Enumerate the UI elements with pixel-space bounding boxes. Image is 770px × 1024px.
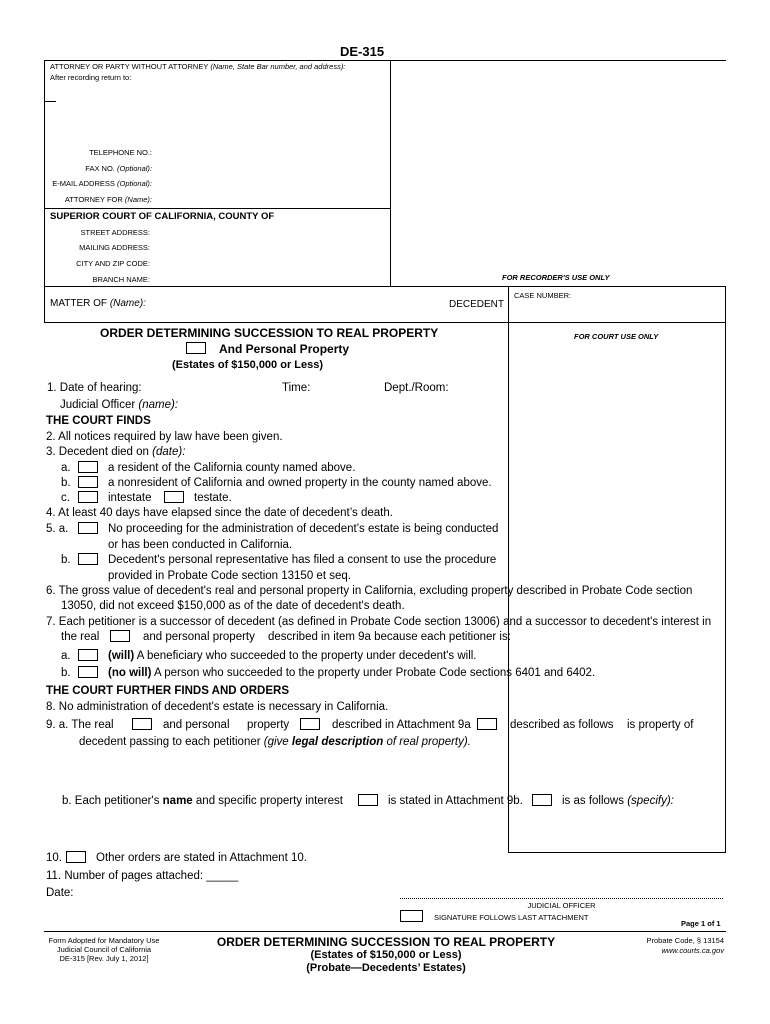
signature-line [400,898,723,899]
item-6-line1: 6. The gross value of decedent's real and personal property in California, excluding property described in Probate Code section [46,585,693,597]
item-7a: (will) A beneficiary who succeeded to the property under decedent's will. [108,650,477,662]
recorders-use-label: FOR RECORDER'S USE ONLY [502,273,610,282]
other-orders-checkbox[interactable] [66,851,86,863]
testate-label: testate. [194,492,232,504]
item-10: Other orders are stated in Attachment 10. [96,852,307,864]
item-9a-property: property [247,719,290,731]
matter-of-label: MATTER OF (Name): [50,298,146,309]
caption-left-line [44,60,45,323]
item-9a-is-property: is property of [627,719,694,731]
item-5b-line2: provided in Probate Code section 13150 et seq. [108,570,351,582]
branch-label: BRANCH NAME: [92,275,150,284]
court-finds-heading: THE COURT FINDS [46,415,151,427]
will-checkbox[interactable] [78,649,98,661]
caption-top-line [44,60,726,61]
dept-room-label: Dept./Room: [384,382,449,394]
item-2: 2. All notices required by law have been given. [46,431,283,443]
date-label: Date: [46,887,74,899]
consent-checkbox[interactable] [78,553,98,565]
order-estate-limit: (Estates of $150,000 or Less) [172,359,324,371]
judicial-officer-label: Judicial Officer (name): [60,399,179,411]
attorney-for-label: ATTORNEY FOR (Name): [64,195,152,204]
signature-follows-label: SIGNATURE FOLLOWS LAST ATTACHMENT [434,913,589,922]
caption-bottom-line [44,322,726,323]
item-7b: (no will) A person who succeeded to the property under Probate Code sections 6401 and 6402. [108,667,596,679]
tick-mark [44,101,56,102]
item-7-line1: 7. Each petitioner is a successor of decedent (as defined in Probate Code section 13006) and a successor to decedent's interest in [46,616,712,628]
judicial-officer-caption: JUDICIAL OFFICER [527,901,596,910]
item-3: 3. Decedent died on (date): [46,446,186,458]
court-use-left-line [508,286,509,852]
attachment-9a-checkbox[interactable] [477,718,497,730]
court-use-bottom-line [508,852,726,853]
decedent-label: DECEDENT [449,299,505,310]
nonresident-checkbox[interactable] [78,476,98,488]
item-9a-follows: described as follows [510,719,614,731]
court-use-label: FOR COURT USE ONLY [574,332,659,341]
personal-9a-checkbox[interactable] [300,718,320,730]
item-5b-line1: Decedent's personal representative has filed a consent to use the procedure [108,554,497,566]
signature-follows-checkbox[interactable] [400,910,423,922]
telephone-label: TELEPHONE NO.: [89,148,152,157]
mailing-label: MAILING ADDRESS: [79,243,150,252]
return-to-label: After recording return to: [50,73,132,82]
specify-9b-checkbox[interactable] [532,794,552,806]
email-label: E-MAIL ADDRESS (Optional): [52,179,152,188]
no-will-checkbox[interactable] [78,666,98,678]
item-6-line2: 13050, did not exceed $150,000 as of the date of decedent's death. [61,600,405,612]
item-7-personal: and personal property [143,631,255,643]
item-4: 4. At least 40 days have elapsed since the date of decedent’s death. [46,507,393,519]
hearing-time-label: Time: [282,382,311,394]
item-9b-follows: is as follows (specify): [562,795,674,807]
street-label: STREET ADDRESS: [80,228,150,237]
item-9a-attachment: described in Attachment 9a [332,719,471,731]
hearing-date-label: 1. Date of hearing: [47,382,142,394]
item-11: 11. Number of pages attached: _____ [46,870,239,882]
item-7a-num: a. [61,650,71,662]
item-9a-real: 9. a. The real [46,719,114,731]
caption-matter-line [44,286,726,287]
item-5a-line2: or has been conducted in California. [108,539,293,551]
page-number: Page 1 of 1 [681,919,721,928]
intestate-label: intestate [108,492,152,504]
order-title: ORDER DETERMINING SUCCESSION TO REAL PROPERTY [100,326,439,340]
item-9b-attachment: is stated in Attachment 9b. [388,795,523,807]
personal-property-checkbox[interactable] [186,342,206,354]
item-9a-line2: decedent passing to each petitioner (give legal description of real property). [79,736,471,748]
footer-adopted: Form Adopted for Mandatory Use Judicial Council of California DE-315 [Rev. July 1, 2012] [48,936,160,963]
real-property-checkbox[interactable] [110,630,130,642]
intestate-checkbox[interactable] [78,491,98,503]
item-9a-personal: and personal [163,719,230,731]
item-7b-num: b. [61,667,71,679]
attachment-9b-checkbox[interactable] [358,794,378,806]
resident-checkbox[interactable] [78,461,98,473]
testate-checkbox[interactable] [164,491,184,503]
item-5a-num: 5. a. [46,523,69,535]
court-use-right-line [725,286,726,852]
item-3c-num: c. [61,492,70,504]
order-subtitle: And Personal Property [219,342,350,356]
item-3b-num: b. [61,477,71,489]
fax-label: FAX NO. (Optional): [85,164,152,173]
attorney-label: ATTORNEY OR PARTY WITHOUT ATTORNEY (Name, State Bar number, and address): [50,62,346,71]
case-number-label: CASE NUMBER: [514,291,572,300]
item-9b: b. Each petitioner's name and specific property interest [62,795,343,807]
caption-divider-line [390,60,391,286]
item-3b: a nonresident of California and owned property in the county named above. [108,477,492,489]
no-proceeding-checkbox[interactable] [78,522,98,534]
item-8: 8. No administration of decedent's estate is necessary in California. [46,701,389,713]
court-heading: SUPERIOR COURT OF CALIFORNIA, COUNTY OF [50,211,275,222]
item-3a: a resident of the California county named above. [108,462,356,474]
footer-code: Probate Code, § 13154 www.courts.ca.gov [646,936,724,955]
real-9a-checkbox[interactable] [132,718,152,730]
caption-court-line [44,208,390,209]
item-10-num: 10. [46,852,62,864]
item-7-described: described in item 9a because each petitioner is: [268,631,511,643]
item-3a-num: a. [61,462,71,474]
item-5b-num: b. [61,554,71,566]
further-finds-heading: THE COURT FURTHER FINDS AND ORDERS [46,685,289,697]
item-5a-line1: No proceeding for the administration of decedent’s estate is being conducted [108,523,499,535]
item-7-real: the real [61,631,100,643]
footer-title: ORDER DETERMINING SUCCESSION TO REAL PROPERTY (Estates of $150,000 or Less) (Probate—Decedents’ Estates) [216,935,556,974]
footer-line [44,931,726,932]
form-number: DE-315 [340,44,385,59]
city-label: CITY AND ZIP CODE: [76,259,150,268]
